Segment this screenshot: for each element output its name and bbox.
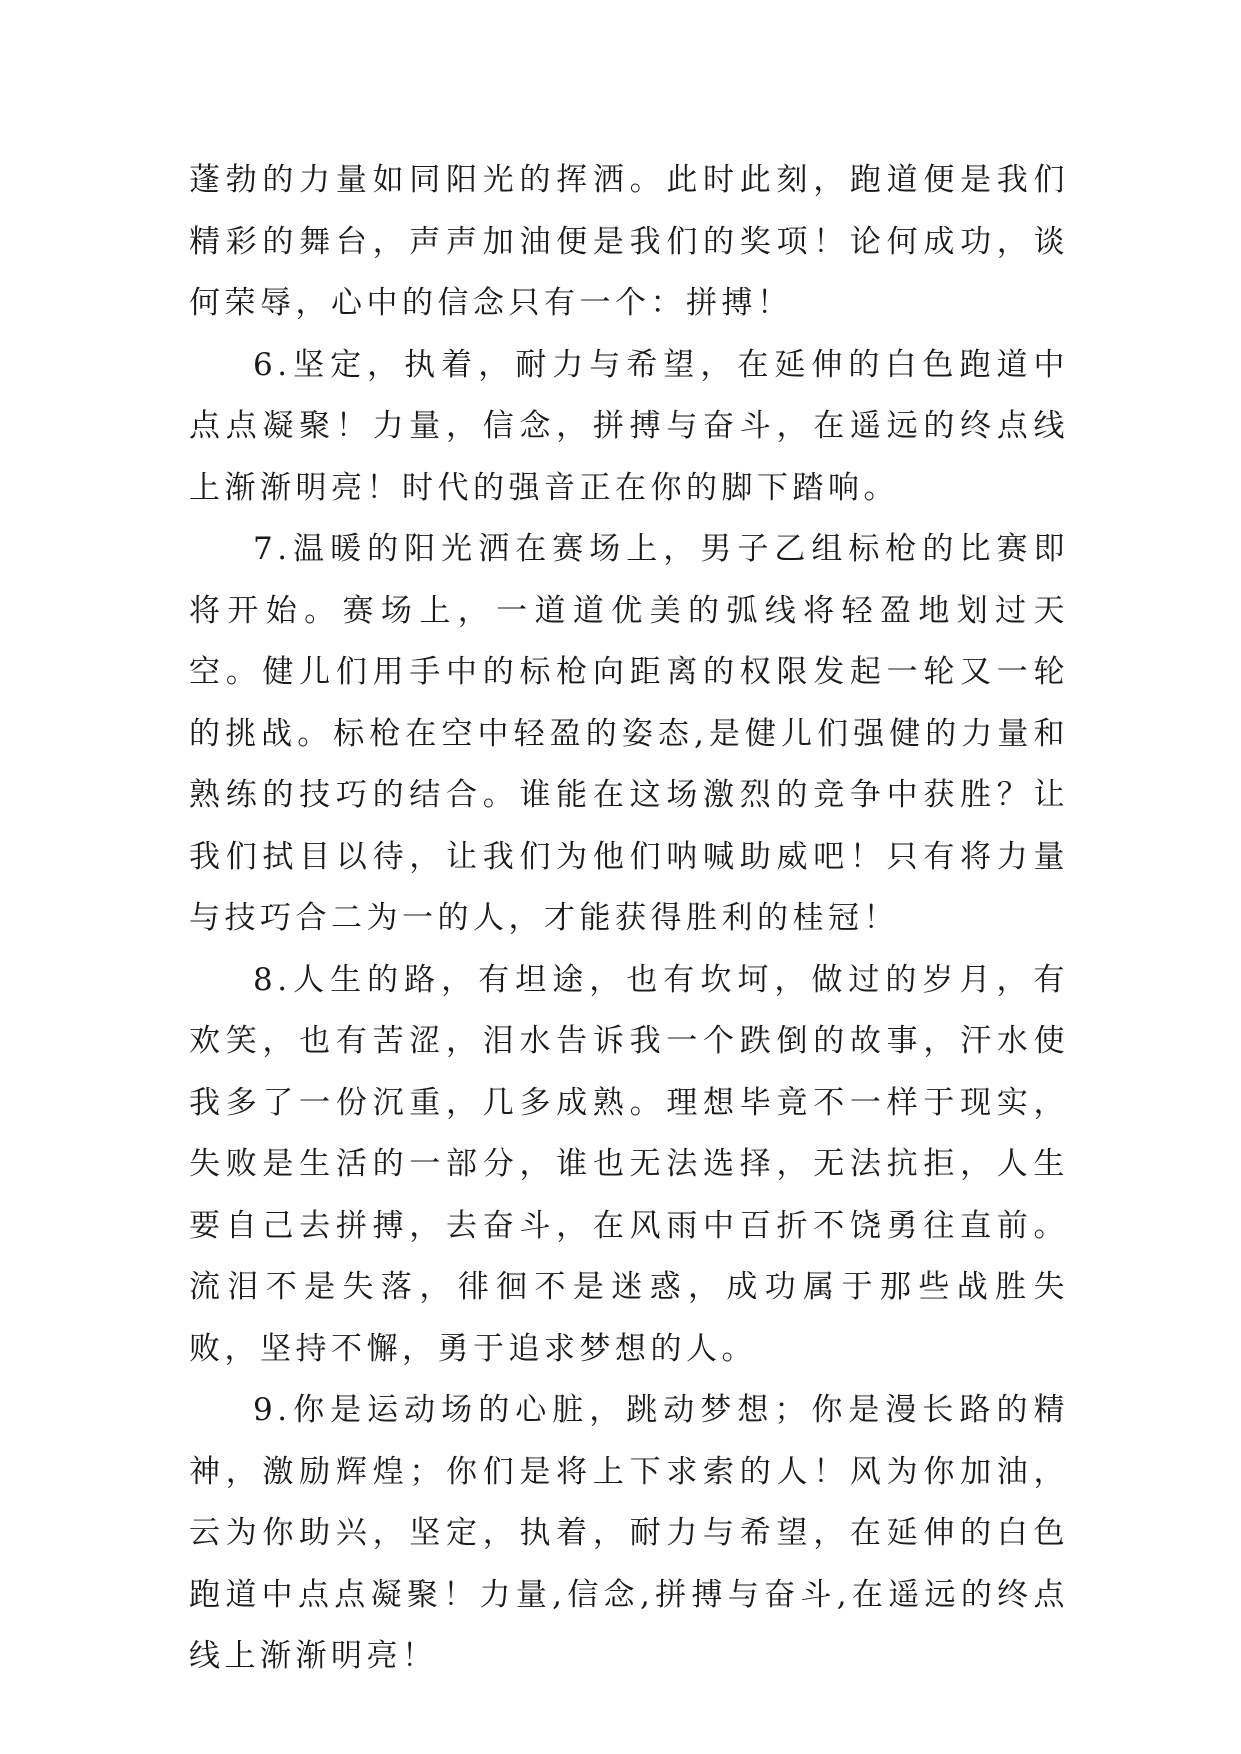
- paragraph-item-7: 7.温暖的阳光洒在赛场上，男子乙组标枪的比赛即将开始。赛场上，一道道优美的弧线将轻盈地划过天空。健儿们用手中的标枪向距离的权限发起一轮又一轮的挑战。标枪在空中轻盈的姿态,是健儿们强健的力量和熟练的技巧的结合。谁能在这场激烈的竞争中获胜？让我们拭目以待，让我们为他们呐喊助威吧！只有将力量与技巧合二为一的人，才能获得胜利的桂冠！: [189, 531, 1069, 936]
- paragraph-item-6: 6.坚定，执着，耐力与希望，在延伸的白色跑道中点点凝聚！力量，信念，拼搏与奋斗，在遥远的终点线上渐渐明亮！时代的强音正在你的脚下踏响。: [189, 346, 1069, 506]
- document-page: [189, 150, 1069, 1688]
- paragraph-item-9: 9.你是运动场的心脏，跳动梦想；你是漫长路的精神，激励辉煌；你们是将上下求索的人！风为你加油，云为你助兴，坚定，执着，耐力与希望，在延伸的白色跑道中点点凝聚！力量,信念,拼搏与奋斗,在遥远的终点线上渐渐明亮！: [189, 1392, 1069, 1674]
- paragraph-item-8: 8.人生的路，有坦途，也有坎坷，做过的岁月，有欢笑，也有苦涩，泪水告诉我一个跌倒的故事，汗水使我多了一份沉重，几多成熟。理想毕竟不一样于现实，失败是生活的一部分，谁也无法选择，无法抗拒，人生要自己去拼搏，去奋斗，在风雨中百折不饶勇往直前。流泪不是失落，徘徊不是迷惑，成功属于那些战胜失败，坚持不懈，勇于追求梦想的人。: [189, 961, 1069, 1367]
- paragraph-continuation: 蓬勃的力量如同阳光的挥洒。此时此刻，跑道便是我们精彩的舞台，声声加油便是我们的奖项！论何成功，谈何荣辱，心中的信念只有一个：拼搏！: [189, 162, 1069, 321]
